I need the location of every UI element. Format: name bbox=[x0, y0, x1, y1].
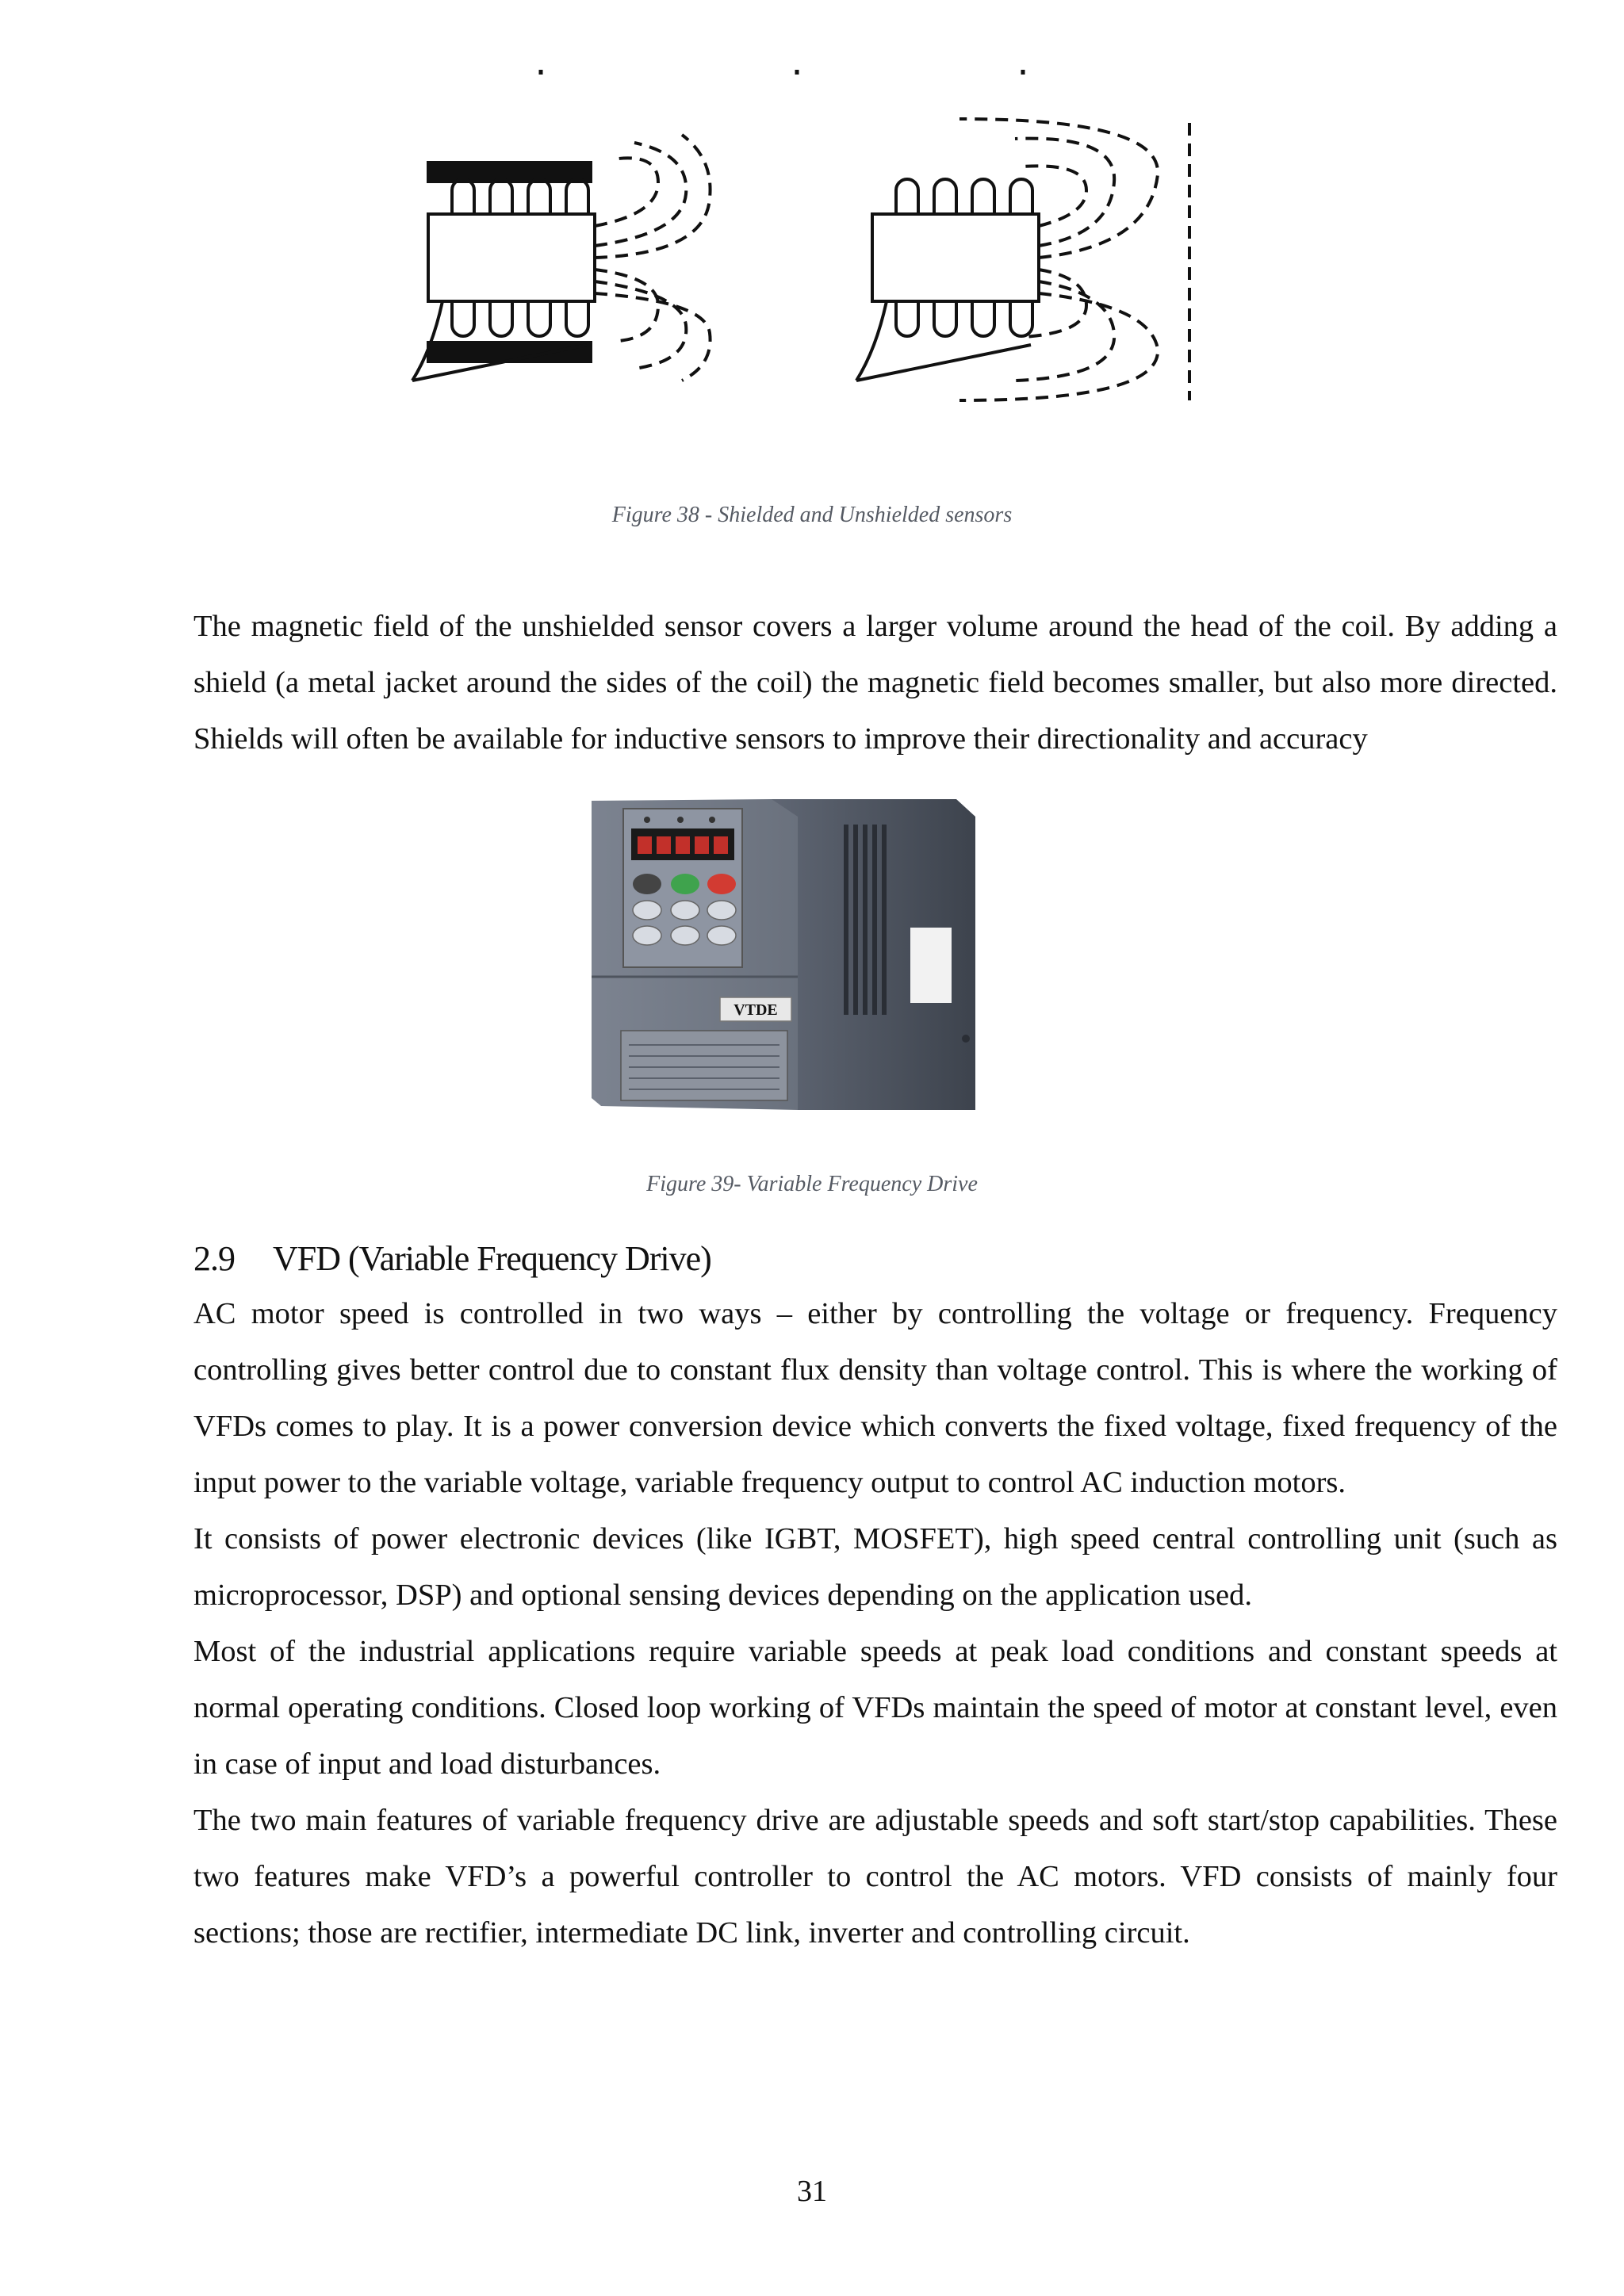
body-paragraph: Most of the industrial applications require variable speeds at peak load conditions and constant speeds at normal operating conditions. Closed loop working of VFDs maintain the speed of motor at constant level, even in case of input and load disturbances. bbox=[193, 1635, 1557, 1781]
unshielded-sensor-drawing bbox=[856, 119, 1189, 400]
body-paragraph: It consists of power electronic devices (like IGBT, MOSFET), high speed central controlling unit (such as microprocessor, DSP) and optional sensing devices depending on the application used. bbox=[193, 1522, 1557, 1612]
section-heading bbox=[193, 1238, 711, 1279]
section-number: 2.9 bbox=[193, 1239, 235, 1278]
body-paragraph: AC motor speed is controlled in two ways – either by controlling the voltage or frequency. Frequency controlling gives better control due to constant flux density than voltage control. This is where the working of VFDs comes to play. It is a power conversion device which converts the fixed voltage, fixed frequency of the input power to the variable voltage, variable frequency output to control AC induction motors. bbox=[193, 1297, 1557, 1499]
shielded-unshielded-sensors-figure bbox=[396, 63, 1221, 420]
shielded-sensor-drawing bbox=[412, 135, 710, 381]
body-paragraph: The two main features of variable frequency drive are adjustable speeds and soft start/stop capabilities. These two features make VFD’s a powerful controller to control the AC motors. VFD consists of mainly four sections; those are rectifier, intermediate DC link, inverter and controlling circuit. bbox=[193, 1804, 1557, 1950]
section-body bbox=[193, 1286, 1557, 1961]
figure-39-caption: Figure 39- Variable Frequency Drive bbox=[646, 1172, 978, 1196]
section-title: VFD (Variable Frequency Drive) bbox=[273, 1239, 711, 1278]
vtde-brand-label: VTDE bbox=[733, 1001, 778, 1019]
variable-frequency-drive-image bbox=[585, 793, 982, 1126]
page-number: 31 bbox=[797, 2175, 827, 2208]
figure-38-caption: Figure 38 - Shielded and Unshielded sensors bbox=[611, 503, 1013, 527]
body-paragraph: The magnetic field of the unshielded sensor covers a larger volume around the head of the coil. By adding a shield (a metal jacket around the sides of the coil) the magnetic field becomes smaller, but also more directed. Shields will often be available for inductive sensors to improve their directionality and accuracy bbox=[193, 610, 1557, 756]
